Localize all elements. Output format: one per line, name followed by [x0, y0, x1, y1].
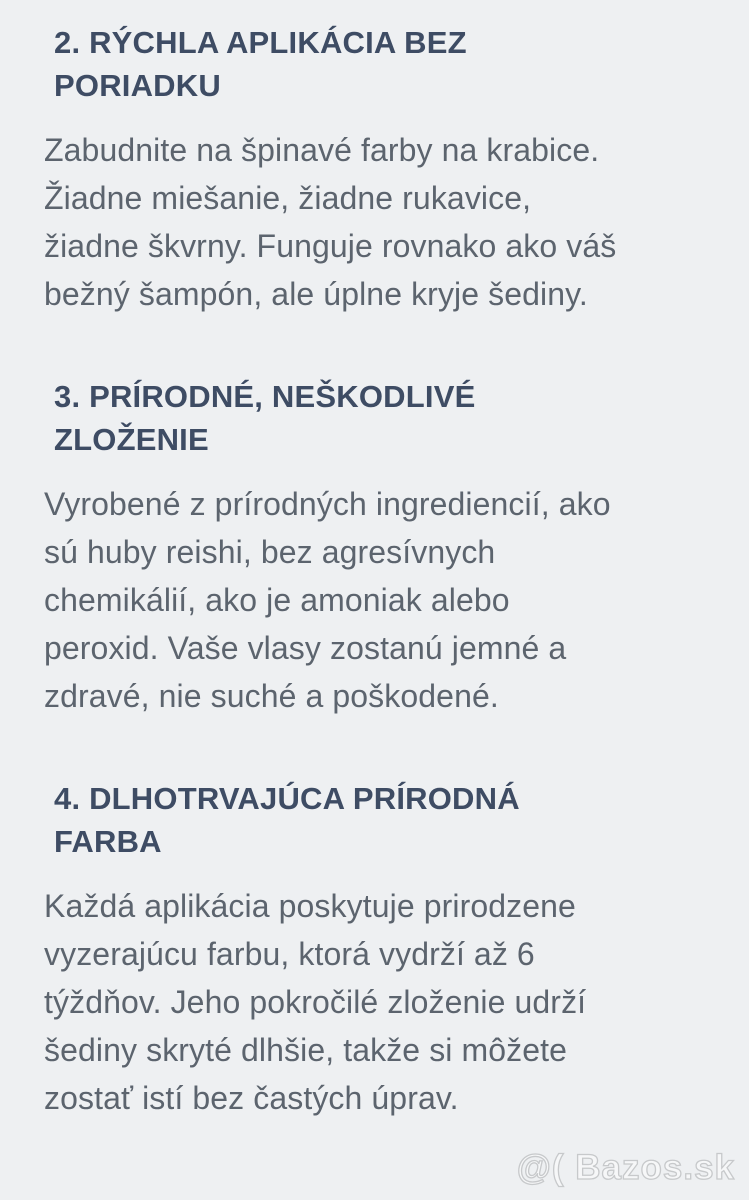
heading-line: ZLOŽENIE	[54, 422, 209, 457]
text-line: Zabudnite na špinavé farby na krabice.	[44, 132, 600, 168]
text-line: zostať istí bez častých úprav.	[44, 1080, 459, 1116]
section-paragraph	[44, 882, 689, 1122]
section-quick-application	[44, 21, 689, 318]
text-line: týždňov. Jeho pokročilé zloženie udrží	[44, 984, 587, 1020]
text-line: Vyrobené z prírodných ingrediencií, ako	[44, 486, 611, 522]
text-line: Žiadne miešanie, žiadne rukavice,	[44, 180, 532, 216]
section-heading	[44, 375, 689, 461]
text-line: Každá aplikácia poskytuje prirodzene	[44, 888, 576, 924]
text-line: šediny skryté dlhšie, takže si môžete	[44, 1032, 568, 1068]
heading-line: 2. RÝCHLA APLIKÁCIA BEZ	[54, 25, 467, 60]
bazos-watermark: @( Bazos.sk	[516, 1148, 735, 1187]
text-line: peroxid. Vaše vlasy zostanú jemné a	[44, 630, 567, 666]
heading-line: FARBA	[54, 824, 162, 859]
heading-line: 3. PRÍRODNÉ, NEŠKODLIVÉ	[54, 379, 476, 414]
heading-line: PORIADKU	[54, 68, 221, 103]
text-line: sú huby reishi, bez agresívnych	[44, 534, 496, 570]
text-line: vyzerajúcu farbu, ktorá vydrží až 6	[44, 936, 535, 972]
section-natural-ingredients	[44, 375, 689, 720]
section-paragraph	[44, 126, 689, 318]
section-long-lasting-color	[44, 777, 689, 1122]
section-heading	[44, 777, 689, 863]
text-line: bežný šampón, ale úplne kryje šediny.	[44, 276, 588, 312]
text-line: zdravé, nie suché a poškodené.	[44, 678, 499, 714]
text-line: žiadne škvrny. Funguje rovnako ako váš	[44, 228, 617, 264]
section-paragraph	[44, 480, 689, 720]
heading-line: 4. DLHOTRVAJÚCA PRÍRODNÁ	[54, 781, 520, 816]
text-line: chemikálií, ako je amoniak alebo	[44, 582, 510, 618]
section-heading	[44, 21, 689, 107]
